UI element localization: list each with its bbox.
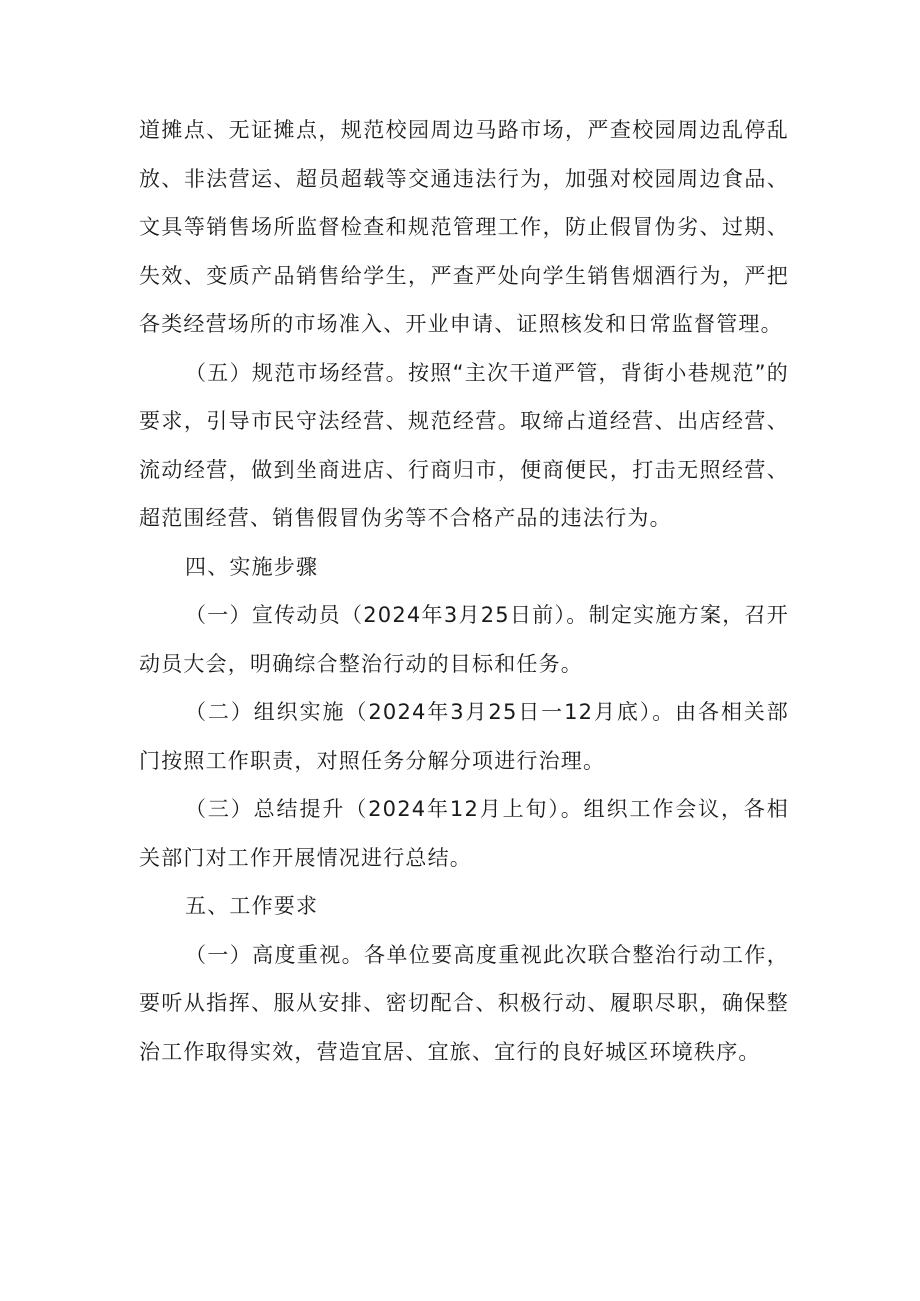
section-heading-implementation-steps: 四、实施步骤: [185, 554, 319, 579]
paragraph-step-summary: （三）总结提升（2024年12月上旬）。组织工作会议，各相关部门对工作开展情况进行总结。: [139, 797, 789, 870]
section-heading-work-requirements: 五、工作要求: [185, 894, 319, 918]
paragraph-market-regulation: （五）规范市场经营。按照“主次干道严管，背街小巷规范”的要求，引导市民守法经营、规范经营。取缔占道经营、出店经营、流动经营，做到坐商进店、行商归市，便商便民，打击无照经营、超范围经营、销售假冒伪劣等不合格产品的违法行为。: [139, 360, 789, 530]
paragraph-school-surroundings: 道摊点、无证摊点，规范校园周边马路市场，严查校园周边乱停乱放、非法营运、超员超载等交通违法行为，加强对校园周边食品、文具等销售场所监督检查和规范管理工作，防止假冒伪劣、过期、失效、变质产品销售给学生，严查严处向学生销售烟酒行为，严把各类经营场所的市场准入、开业申请、证照核发和日常监督管理。: [139, 118, 789, 336]
paragraph-requirement-attention: （一）高度重视。各单位要高度重视此次联合整治行动工作，要听从指挥、服从安排、密切配合、积极行动、履职尽职，确保整治工作取得实效，营造宜居、宜旅、宜行的良好城区环境秩序。: [139, 942, 789, 1064]
document-body: [139, 106, 789, 1076]
paragraph-step-publicity: （一）宣传动员（2024年3月25日前）。制定实施方案，召开动员大会，明确综合整治行动的目标和任务。: [139, 603, 789, 676]
paragraph-step-implementation: （二）组织实施（2024年3月25日一12月底）。由各相关部门按照工作职责，对照任务分解分项进行治理。: [139, 700, 789, 773]
